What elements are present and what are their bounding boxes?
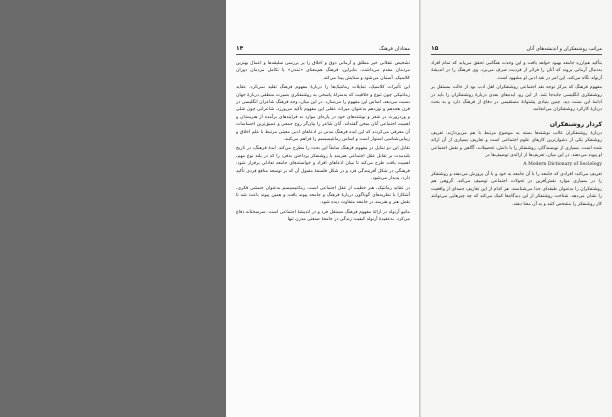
left-page	[226, 0, 420, 417]
right-page	[421, 0, 612, 417]
paragraph: مانیو آرنولد در ارائهٔ مفهوم فرهنگ مستقل فرد و در اندیشهٔ اجتماعی است. سرسختانه دفاع می‌کرد. به‌عقیدهٔ آرنولد کیفیت زندگی در جامعهٔ صنعتی مدرن تنها	[236, 209, 410, 223]
left-header-title: مفتادان فرهنگ	[379, 46, 410, 52]
paragraph: در عقاید رمانتیک، هنر خطیب از عقل اجتماعی است. رمانتیسیسم به‌عنوان جنبشی فکری، آشکارا با نظریه‌های گوناگون دربارهٔ فرهنگ و جامعه پیوند یافت و همین پیوند باعث شد تا نقش هنر و هنرمند در جامعه متفاوت دیده شود.	[236, 185, 410, 206]
right-header-title: مراتب روشنفکران و اندیشه‌های آنان	[526, 46, 602, 52]
paragraph: تقابل این دو تمایل در مفهوم فرهنگ سابقاً این بحث را مطرح می‌کند. ایدهٔ فرهنگ، در تاریخ بلندمدت بر تقابل عقل اجتماعی هنرمند با روشنفکر پرداختن به‌فرد را که در بلند نوع مهم، اهمیت یافت طرح می‌کند تا میان ادعاهای افراد و خواسته‌های جامعه تعادلی برقرار شود. فرهنگی در شکل آفرینندگی فرد و در شکل فلسفهٔ مقبول آن که بر توسعه منافع فردی تأکید دارد، پدیدار می‌شود.	[236, 146, 410, 182]
paragraph: تعریف می‌کند: افرادی که جامعه را با آن جامعه به خود و با آن پرورش می‌دهند و روشنفکر را در بسیاری موارد نقش‌آفرین در تحولات اجتماعی توصیف می‌کند. گروهی هم روشنفکران را به‌عنوان طبقه‌ای جدا می‌شناسند. هر کدام از این تعاریف جنبه‌ای از واقعیت را نشان می‌دهد. شناخت روشنفکر از این دیدگاه‌ها کمک می‌کند که چه چیزهایی می‌توانند کار روشنفکر را مشخص کنند و به آن معنا دهند.	[431, 171, 602, 207]
paragraph: این تأثیرات کلاسیک، تمایلات رمانتیک‌ها را دربارهٔ مفهوم فرهنگ تقلید نمی‌کرد. عقاید رمانتیکی چون تنوع و خلاقیت که به‌منزلهٔ پاسخی به روشنفکری بصیرت منطقی دربارهٔ جهان نسبت می‌دهد، اساس این مفهوم را می‌سازد. در این میان، وجه فرهنگ شاعران انگلیسی در قرن هجدهم و نوزدهم به‌عنوان میراث عقلی این مفهوم تأکید می‌ورزد. شاعرانی چون شلی و وردزورث در شعر و نوشته‌های خود در پاره‌ای موارد به فرایندهای برآمده از هنرمندان و اهمیت اجتماعی آنان سخن گفته‌اند. آنان شاعر را بیان‌گر روح جمعی و عمیق‌ترین احساسات آن معرفی می‌کردند که این ایده فرهنگ مدنی بر ادعاهای ادبی معینی مرتبط با علم اخلاق و زیبایی‌شناسی استوار است و اساس رمانتیسیسم را فراهم می‌کنند.	[236, 85, 410, 143]
left-header-rule	[236, 54, 410, 55]
paragraph: دربارهٔ روشنفکران غالب نوشته‌ها بسته به موضوع مرتبط با هم می‌پردازند. تعریف روشنفکر یکی از دشوارترین کارهای علوم اجتماعی است و تعاریف بسیاری از آن ارائه شده است. بسیاری از نویسندگان، روشنفکر را با دانش، تحصیلات، آگاهی و نقش اجتماعی او پیوند می‌دهند. در این میان، تعریف‌ها از ارائه‌ی توصیف‌ها در	[431, 130, 602, 159]
left-page-number: ۱۴	[236, 45, 244, 52]
paragraph: بتأکید هم‌ارزه جامعه بهبود خواهد یافت و این وحدت هنگامی تحقق می‌یابد که تمام افراد به‌دنبال آرمانی بروند که آنان را فراتر از فردیت صرف می‌برد. وی فرهنگ را در اندیشهٔ آرنولد نگاه می‌کند. این امر در نقد ادبی او مشهود است.	[431, 61, 602, 81]
right-running-head	[431, 46, 602, 52]
right-body-text	[431, 60, 602, 210]
paragraph: مفهوم فرهنگ که مرکز توجه نقد اجتماعی روشنفکران اهل ادب بود از حالت مستقل بر روشنفکری انگلیسی جابه‌جا شد. از این رو، ایده‌های بعدی دربارهٔ روشنفکران را باید در ادامهٔ این سنت دید. چنین بنیادی پشتوانهٔ مستقیمی در دفاع از فرهنگ دارد و به بحث دربارهٔ کارکرد روشنفکران می‌انجامد.	[431, 85, 602, 113]
paragraph: تشخیص عقلانی خیر مطلق و آرمانی ذوق و اخلاق را بر بررسی سلیقه‌ها و اعمال بهترین مردمان مقدم می‌داشت. بنابراین، فرهنگ هم‌معنای «تمدن» یا تکامل مردمان دوران کلاسیک، آسمان می‌شود و ستایش پیدا می‌کند.	[236, 61, 410, 81]
left-body-text	[236, 60, 410, 226]
section-heading: کردار روشنفکران	[549, 120, 602, 128]
left-running-head	[236, 46, 410, 52]
right-header-rule	[431, 54, 602, 55]
right-page-number: ۱۵	[431, 45, 439, 52]
english-term: A Modern Dictionary of Sociology	[523, 162, 602, 168]
english-term-line	[431, 161, 602, 168]
